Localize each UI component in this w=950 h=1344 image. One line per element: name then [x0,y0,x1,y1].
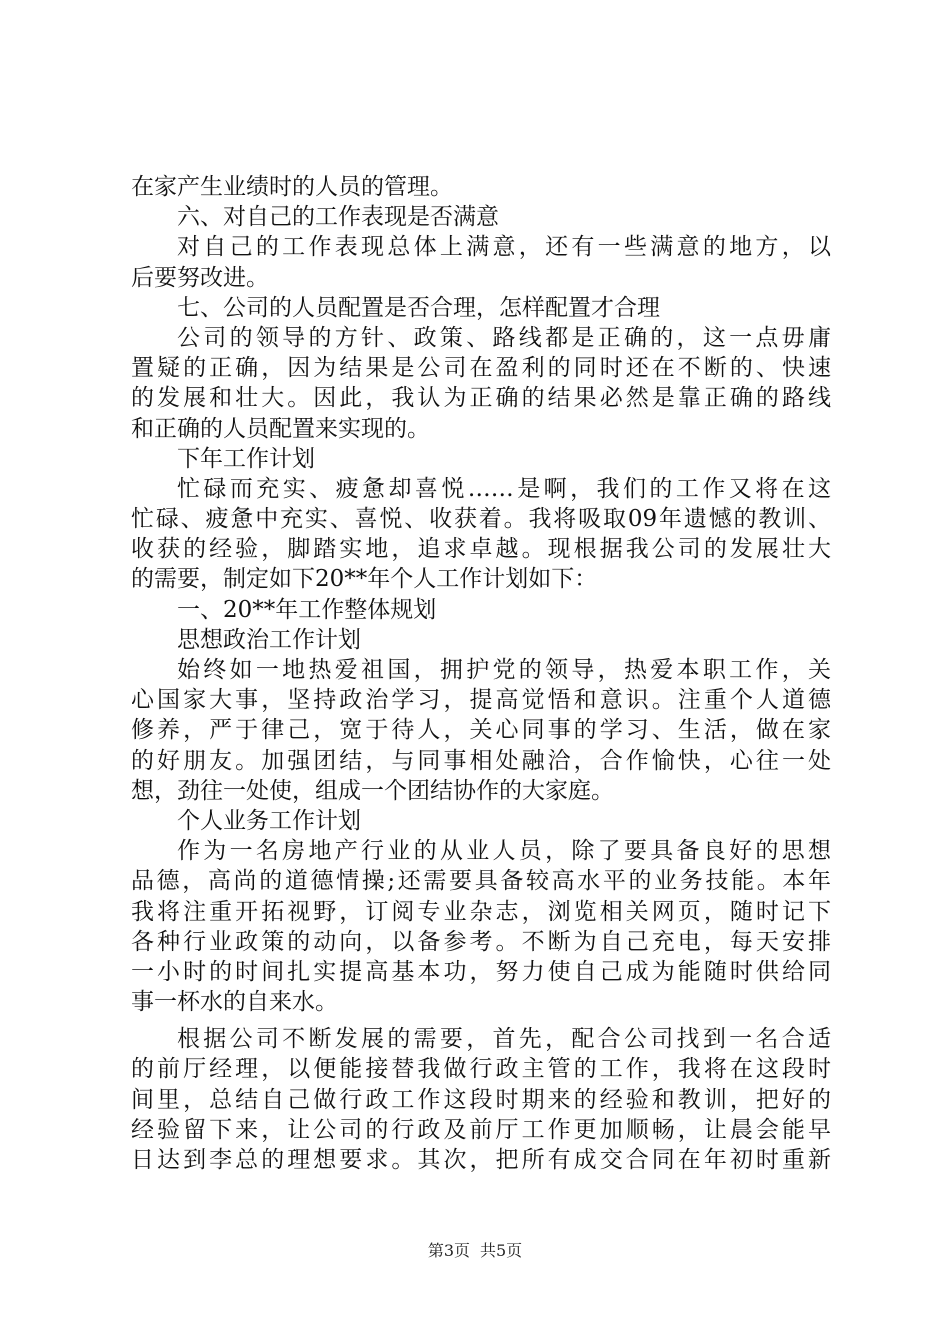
text-line: 在家产生业绩时的人员的管理。 [131,174,453,200]
text-line: 的前厅经理，以便能接替我做行政主管的工作，我将在这段时 [131,1056,831,1083]
text-line: 置疑的正确，因为结果是公司在盈利的同时还在不断的、快速 [131,355,831,382]
text-line: 对自己的工作表现总体上满意，还有一些满意的地方，以 [177,234,831,261]
text-line: 的好朋友。加强团结，与同事相处融洽，合作愉快，心往一处 [131,747,831,774]
text-line: 心国家大事，坚持政治学习，提高觉悟和意识。注重个人道德 [131,687,831,714]
text-line: 作为一名房地产行业的从业人员，除了要具备良好的思想 [177,838,831,865]
text-line: 根据公司不断发展的需要，首先，配合公司找到一名合适 [177,1026,831,1053]
page-number: 第3页 [427,1241,470,1260]
text-line: 日达到李总的理想要求。其次，把所有成交合同在年初时重新 [131,1147,831,1173]
page-footer [0,1241,950,1261]
text-line: 公司的领导的方针、政策、路线都是正确的，这一点毋庸 [177,324,831,351]
text-line: 下年工作计划 [177,445,315,472]
text-line: 的发展和壮大。因此，我认为正确的结果必然是靠正确的路线 [131,385,831,412]
text-line: 收获的经验，脚踏实地，追求卓越。现根据我公司的发展壮大 [131,536,831,563]
text-line: 想，劲往一处使，组成一个团结协作的大家庭。 [131,777,614,804]
text-line: 七、公司的人员配置是否合理，怎样配置才合理 [177,294,660,321]
text-line: 忙碌而充实、疲惫却喜悦……是啊，我们的工作又将在这 [177,475,831,502]
text-line: 事一杯水的自来水。 [131,989,338,1016]
page-total: 共5页 [480,1241,523,1260]
text-line: 修养，严于律己，宽于待人，关心同事的学习、生活，做在家 [131,717,831,744]
text-line: 我将注重开拓视野，订阅专业杂志，浏览相关网页，随时记下 [131,898,831,925]
text-line: 和正确的人员配置来实现的。 [131,415,430,442]
text-line: 各种行业政策的动向，以备参考。不断为自己充电，每天安排 [131,928,831,955]
text-line: 一小时的时间扎实提高基本功，努力使自己成为能随时供给同 [131,958,831,985]
text-line: 经验留下来，让公司的行政及前厅工作更加顺畅，让晨会能早 [131,1116,831,1143]
text-line: 忙碌、疲惫中充实、喜悦、收获着。我将吸取09年遗憾的教训、 [131,506,831,533]
text-line: 思想政治工作计划 [177,626,361,653]
document-body [131,172,831,1175]
text-line: 间里，总结自己做行政工作这段时期来的经验和教训，把好的 [131,1086,831,1113]
text-line: 个人业务工作计划 [177,807,361,834]
text-line: 的需要，制定如下20**年个人工作计划如下： [131,566,598,593]
text-line: 品德，高尚的道德情操;还需要具备较高水平的业务技能。本年 [131,868,831,895]
text-line: 六、对自己的工作表现是否满意 [177,204,499,231]
text-line: 一、20**年工作整体规划 [177,596,437,623]
text-line: 始终如一地热爱祖国，拥护党的领导，热爱本职工作，关 [177,657,831,683]
text-line: 后要努改进。 [131,264,269,291]
